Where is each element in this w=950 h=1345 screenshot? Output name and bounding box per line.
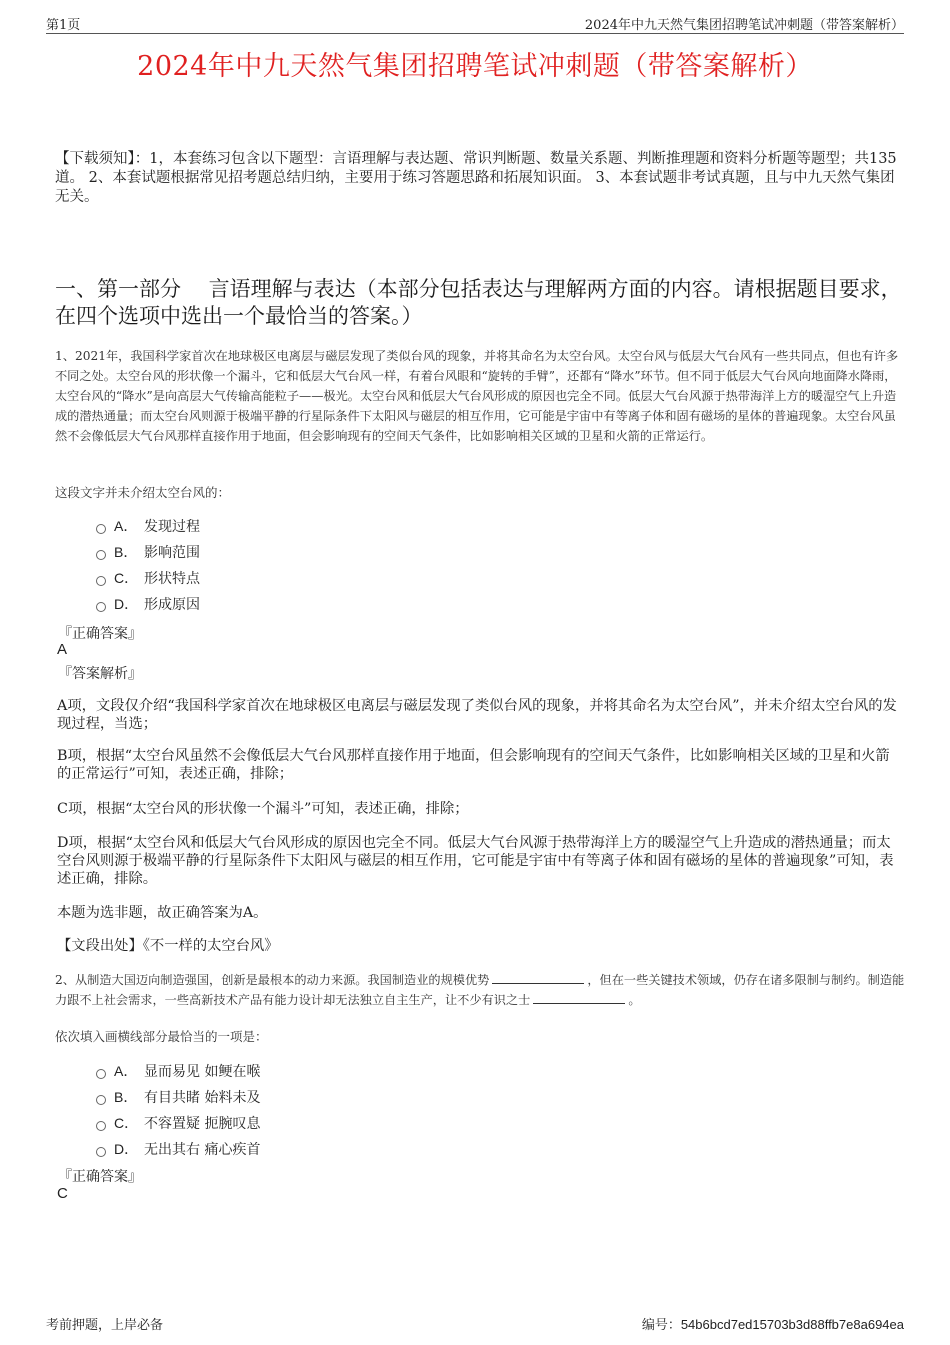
radio-icon[interactable] bbox=[96, 602, 106, 612]
option-b[interactable] bbox=[96, 539, 496, 565]
question-2-text-part: 。 bbox=[628, 993, 641, 1007]
option-d[interactable] bbox=[96, 591, 496, 617]
question-2-text-part: 2、从制造大国迈向制造强国，创新是最根本的动力来源。我国制造业的规模优势 bbox=[55, 973, 490, 987]
correct-answer-label: 『正确答案』 bbox=[58, 1169, 142, 1185]
radio-icon[interactable] bbox=[96, 1147, 106, 1157]
option-c[interactable] bbox=[96, 1110, 496, 1136]
option-letter: B． bbox=[114, 1089, 138, 1105]
analysis-paragraph: B项，根据“太空台风虽然不会像低层大气台风那样直接作用于地面，但会影响现有的空间天气条件，比如影响相关区域的卫星和火箭的正常运行”可知，表述正确，排除； bbox=[57, 748, 890, 782]
radio-icon[interactable] bbox=[96, 1069, 106, 1079]
option-text: 不容置疑 扼腕叹息 bbox=[144, 1116, 261, 1132]
option-text: 形成原因 bbox=[144, 597, 200, 613]
option-text: 影响范围 bbox=[144, 545, 200, 561]
header-divider bbox=[46, 33, 904, 34]
question-2-text bbox=[55, 970, 905, 1010]
correct-answer-value: A bbox=[57, 641, 68, 658]
radio-icon[interactable] bbox=[96, 1095, 106, 1105]
option-text: 无出其右 痛心疾首 bbox=[144, 1142, 261, 1158]
fill-blank bbox=[533, 992, 625, 1004]
option-a[interactable] bbox=[96, 513, 496, 539]
option-a[interactable] bbox=[96, 1058, 496, 1084]
option-d[interactable] bbox=[96, 1136, 496, 1162]
option-text: 发现过程 bbox=[144, 519, 200, 535]
option-text: 有目共睹 始料未及 bbox=[144, 1090, 261, 1106]
footer-slogan: 考前押题，上岸必备 bbox=[46, 1318, 164, 1333]
question-2-text-part: ，但在一些关键技术领域，仍存在诸多限制与制约。制造能力跟不上社会需求，一些高新技术产品有能力设计却无法独立自主生产，让不少有识之士 bbox=[55, 973, 905, 1007]
option-b[interactable] bbox=[96, 1084, 496, 1110]
option-letter: A． bbox=[114, 518, 138, 534]
radio-icon[interactable] bbox=[96, 576, 106, 586]
analysis-paragraph: D项，根据“太空台风和低层大气台风形成的原因也完全不同。低层大气台风源于热带海洋上方的暖湿空气上升造成的潜热通量；而太空台风则源于极端平静的行星际条件下太阳风与磁层的相互作用，它可能是宇宙中有等离子体和固有磁场的星体的普遍现象”可知，表述正确，排除。 bbox=[57, 835, 894, 887]
analysis-label: 『答案解析』 bbox=[58, 666, 142, 682]
text-source: 【文段出处】《不一样的太空台风》 bbox=[57, 938, 279, 954]
analysis-paragraph: C项，根据“太空台风的形状像一个漏斗”可知，表述正确，排除； bbox=[57, 801, 469, 817]
option-text: 形状特点 bbox=[144, 571, 200, 587]
analysis-paragraph: A项，文段仅介绍“我国科学家首次在地球极区电离层与磁层发现了类似台风的现象，并将其命名为太空台风”，并未介绍太空台风的发现过程，当选； bbox=[57, 698, 897, 732]
question-1-prompt: 这段文字并未介绍太空台风的： bbox=[55, 485, 231, 500]
option-letter: C． bbox=[114, 1115, 139, 1131]
section-heading: 一、第一部分 言语理解与表达（本部分包括表达与理解两方面的内容。请根据题目要求，在四个选项中选出一个最恰当的答案。） bbox=[55, 277, 902, 328]
option-letter: D． bbox=[114, 1141, 139, 1157]
download-notice: 【下载须知】：1，本套练习包含以下题型：言语理解与表达题、常识判断题、数量关系题、判断推理题和资料分析题等题型；共135道。 2、本套试题根据常见招考题总结归纳，主要用于练习答题思路和拓展知识面。 3、本套试题非考试真题，且与中九天然气集团无关。 bbox=[55, 151, 897, 205]
option-letter: C． bbox=[114, 570, 139, 586]
option-letter: D． bbox=[114, 596, 139, 612]
question-1-options bbox=[96, 513, 496, 617]
correct-answer-value: C bbox=[57, 1185, 68, 1202]
correct-answer-label: 『正确答案』 bbox=[58, 626, 142, 642]
header-doc-title: 2024年中九天然气集团招聘笔试冲刺题（带答案解析） bbox=[584, 18, 904, 33]
question-1-text: 1、2021年，我国科学家首次在地球极区电离层与磁层发现了类似台风的现象，并将其命名为太空台风。太空台风与低层大气台风有一些共同点，但也有许多不同之处。太空台风的形状像一个漏斗，它和低层大气台风一样，有着台风眼和“旋转的手臂”，还都有“降水”环节。但不同于低层大气台风向地面降水降雨，太空台风的“降水”是向高层大气传输高能粒子——极光。太空台风和低层大气台风形成的原因也完全不同。低层大气台风源于热带海洋上方的暖湿空气上升造成的潜热通量；而太空台风则源于极端平静的行星际条件下太阳风与磁层的相互作用，它可能是宇宙中有等离子体和固有磁场的星体的普遍现象。太空台风虽然不会像低层大气台风那样直接作用于地面，但会影响现有的空间天气条件，比如影响相关区域的卫星和火箭的正常运行。 bbox=[55, 349, 899, 443]
option-c[interactable] bbox=[96, 565, 496, 591]
option-text: 显而易见 如鲠在喉 bbox=[144, 1064, 261, 1080]
option-letter: A． bbox=[114, 1063, 138, 1079]
footer-id-value: 54b6bcd7ed15703b3d88ffb7e8a694ea bbox=[680, 1317, 904, 1332]
fill-blank bbox=[492, 972, 584, 984]
question-2-prompt: 依次填入画横线部分最恰当的一项是： bbox=[55, 1029, 268, 1044]
page-title: 2024年中九天然气集团招聘笔试冲刺题（带答案解析） bbox=[137, 51, 813, 82]
page-number: 第1页 bbox=[46, 18, 81, 33]
question-2-options bbox=[96, 1058, 496, 1162]
radio-icon[interactable] bbox=[96, 1121, 106, 1131]
footer-id-label: 编号： bbox=[641, 1318, 681, 1333]
footer-id bbox=[642, 1314, 904, 1333]
radio-icon[interactable] bbox=[96, 550, 106, 560]
radio-icon[interactable] bbox=[96, 524, 106, 534]
analysis-conclusion: 本题为选非题，故正确答案为A。 bbox=[57, 905, 268, 921]
option-letter: B． bbox=[114, 544, 138, 560]
